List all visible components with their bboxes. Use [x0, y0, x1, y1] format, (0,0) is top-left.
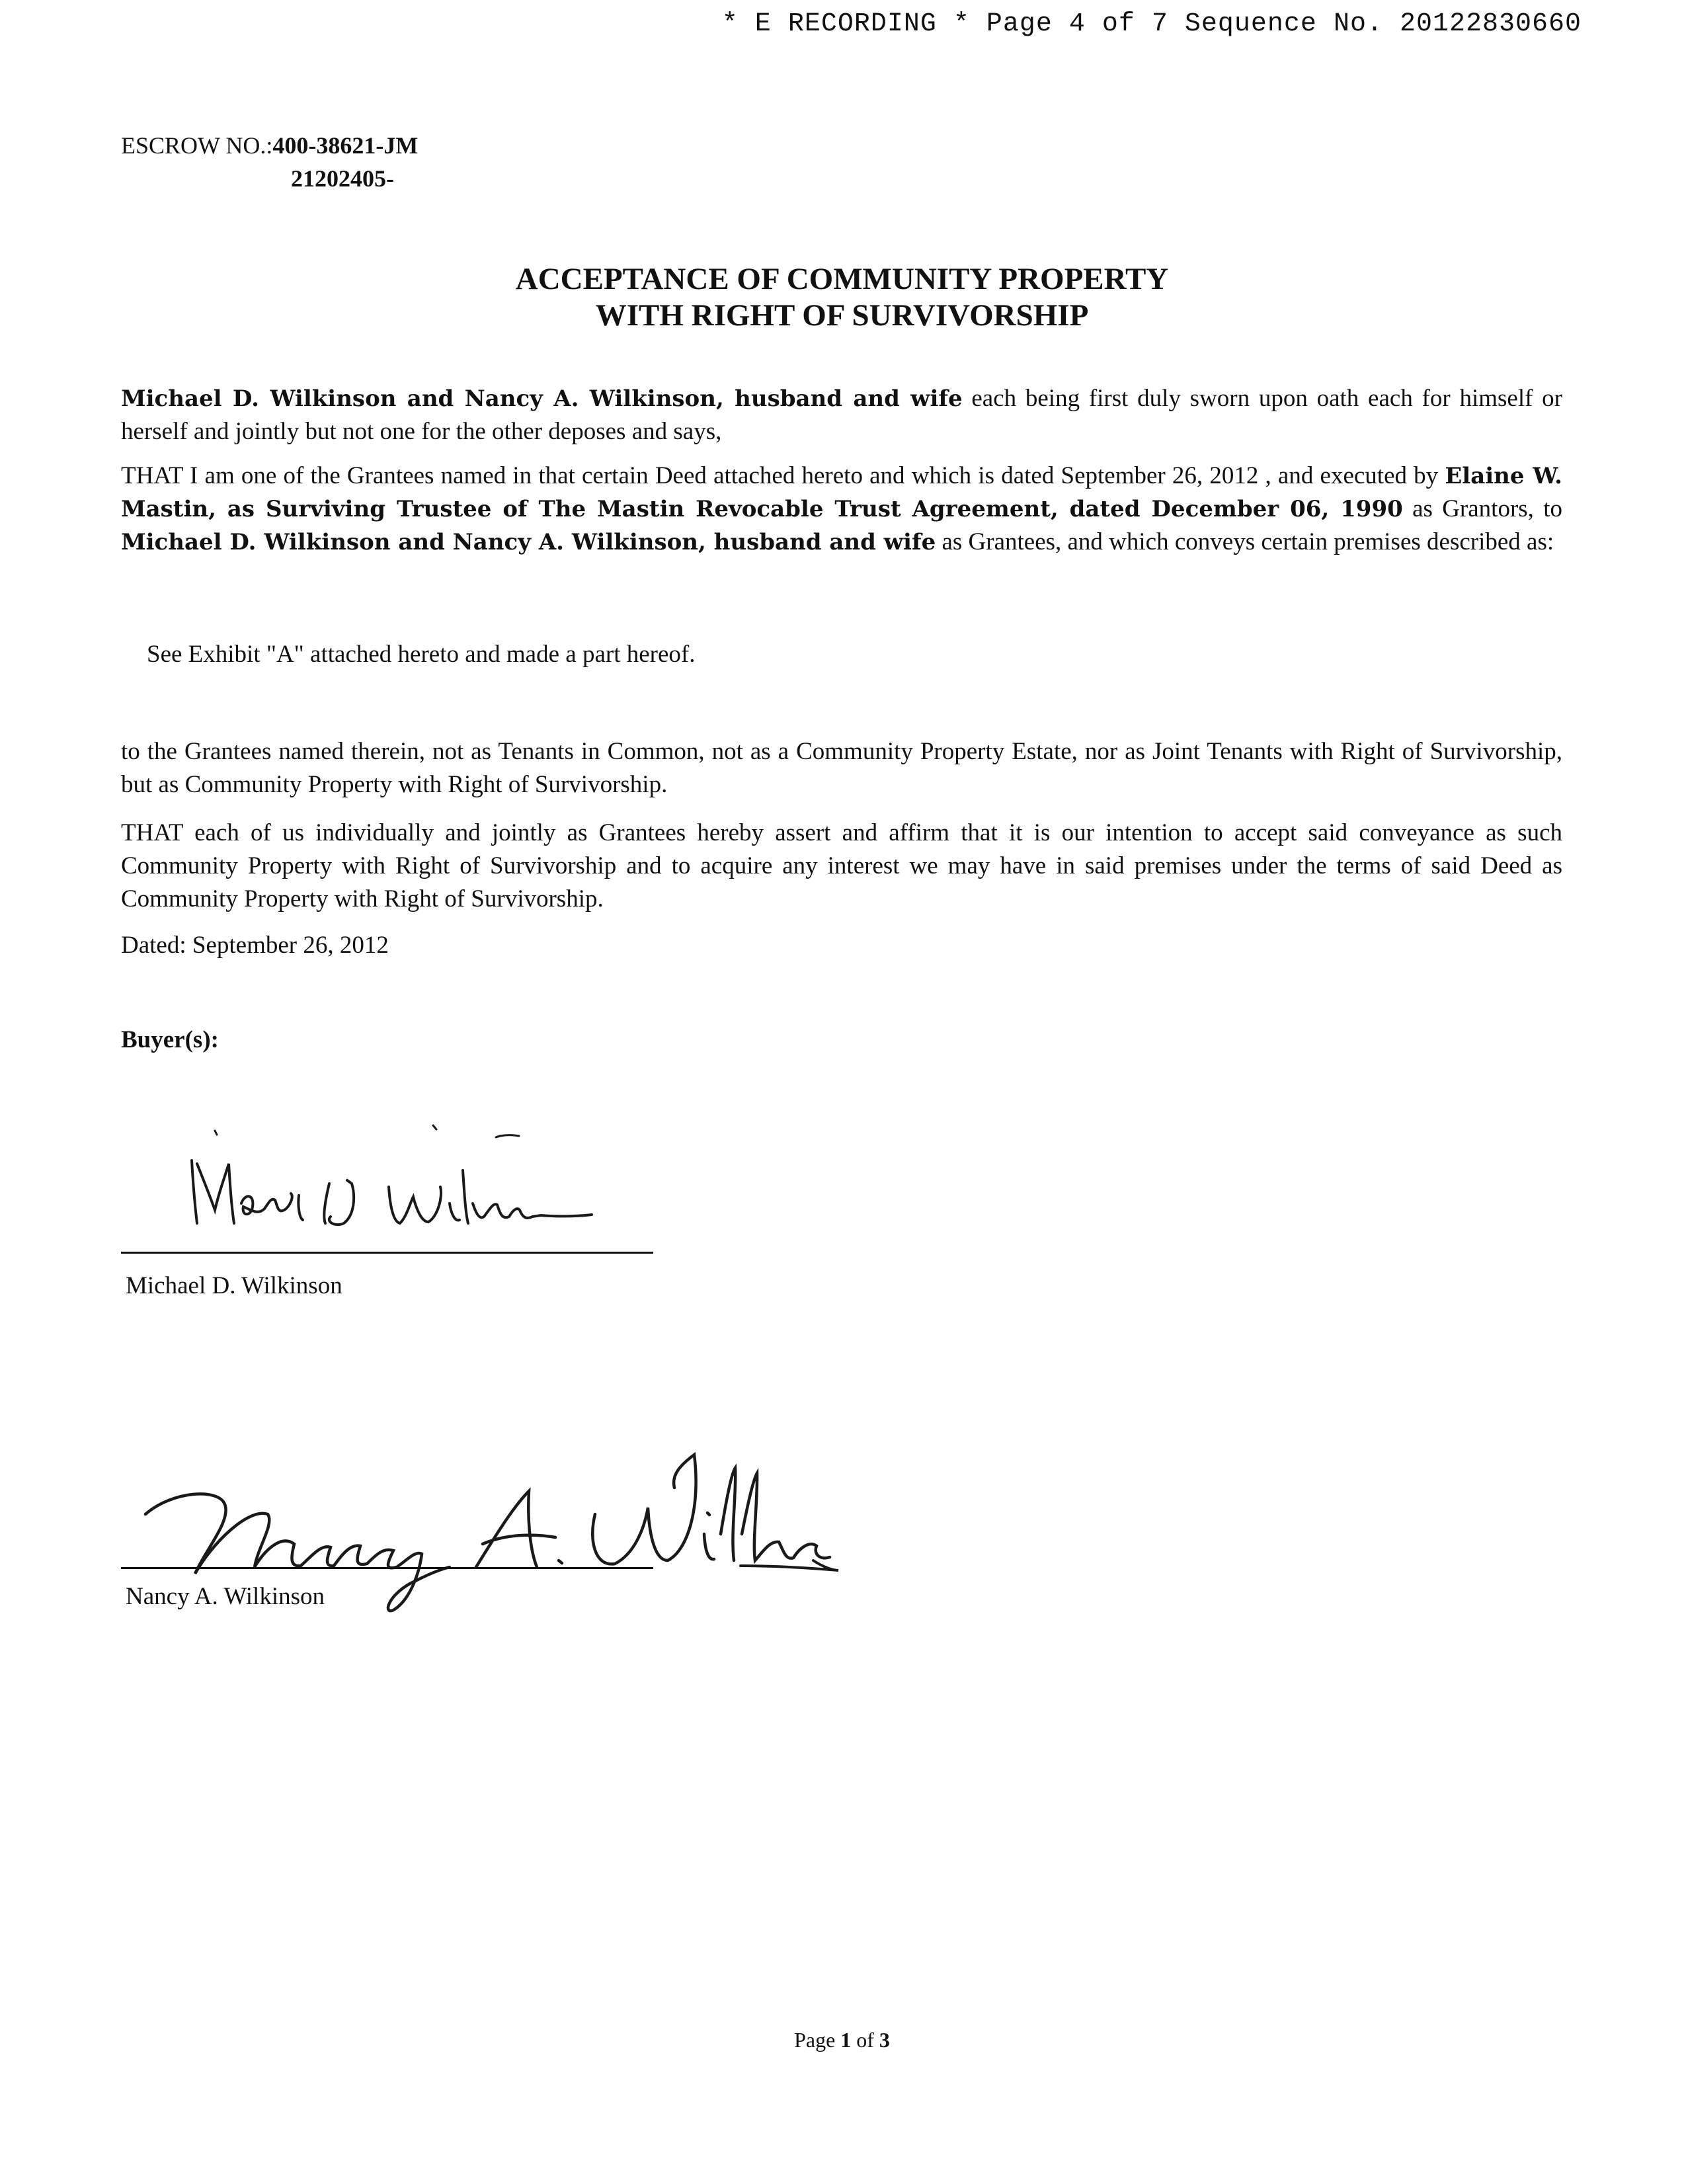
title-line-2: WITH RIGHT OF SURVIVORSHIP — [595, 298, 1089, 333]
signature-michael — [179, 1124, 615, 1243]
deed-text-1: THAT I am one of the Grantees named in that certain Deed attached hereto and which is dated September 26, 2012 , and executed by — [121, 462, 1445, 489]
buyers-label: Buyer(s): — [121, 1026, 219, 1053]
footer-total: 3 — [879, 2028, 890, 2052]
oath-paragraph — [121, 382, 1562, 448]
oath-text: each being first duly sworn upon oath each for himself or herself and jointly but not one for the other deposes and says, — [121, 385, 1562, 445]
document-title — [0, 261, 1684, 334]
dated-line: Dated: September 26, 2012 — [121, 932, 389, 959]
grantees-name: Michael D. Wilkinson and Nancy A. Wilkinson, husband and wife — [121, 529, 936, 555]
deed-paragraph — [121, 460, 1562, 559]
footer-prefix: Page — [794, 2028, 841, 2052]
escrow-label: ESCROW NO.: — [121, 132, 273, 159]
page-footer — [0, 2028, 1684, 2052]
title-line-1: ACCEPTANCE OF COMMUNITY PROPERTY — [515, 262, 1169, 296]
tenancy-paragraph: to the Grantees named therein, not as Tenants in Common, not as a Community Property Estate, nor as Joint Tenants with Right of Survivorship, but as Community Property with Right of Survivorship. — [121, 738, 1562, 798]
affirmation-paragraph: THAT each of us individually and jointly as Grantees hereby assert and affirm that it is our intention to accept said conveyance as such Community Property with Right of Survivorship and to acquire any interest we may have in said premises under the terms of said Deed as Community Property with Right of Survivorship. — [121, 819, 1562, 912]
signer-name-nancy: Nancy A. Wilkinson — [126, 1583, 325, 1610]
deed-text-2: as Grantors, to — [1402, 495, 1562, 522]
grantee-names: Michael D. Wilkinson and Nancy A. Wilkinson, husband and wife — [121, 385, 963, 412]
footer-page: 1 — [840, 2028, 852, 2052]
exhibit-reference: See Exhibit "A" attached hereto and made a part hereof. — [147, 641, 696, 668]
recording-stamp: * E RECORDING * Page 4 of 7 Sequence No. 20122830660 — [721, 9, 1582, 39]
escrow-number: 400-38621-JM — [272, 132, 419, 159]
escrow-block — [121, 129, 418, 195]
escrow-line — [121, 129, 418, 162]
escrow-second-number: 21202405- — [291, 165, 394, 192]
signer-name-michael: Michael D. Wilkinson — [126, 1272, 342, 1299]
grantor-name: Elaine W. Mastin, as Surviving Trustee of The Mastin Revocable Trust Agreement, dated December 06, 1990 — [121, 463, 1562, 522]
signature-line-michael — [121, 1252, 653, 1254]
footer-of: of — [851, 2028, 879, 2052]
signature-line-nancy — [121, 1567, 653, 1569]
deed-text-3: as Grantees, and which conveys certain premises described as: — [936, 528, 1554, 555]
